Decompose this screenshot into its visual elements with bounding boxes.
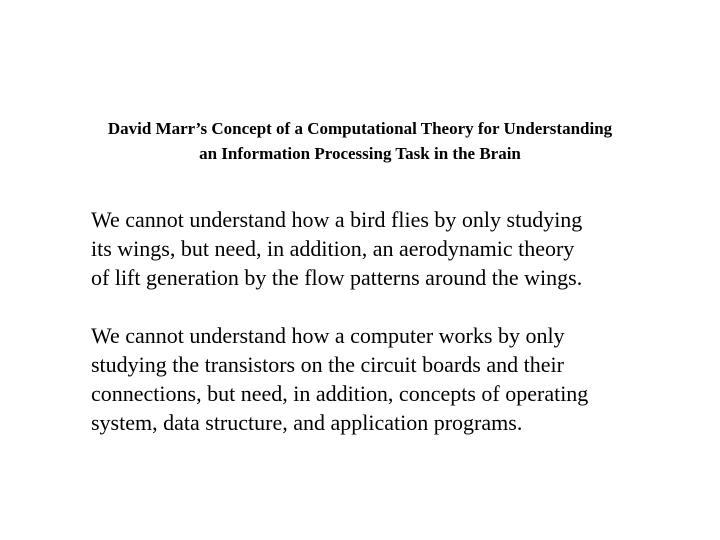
paragraph-line: system, data structure, and application programs. bbox=[91, 410, 523, 435]
paragraph-bird bbox=[91, 205, 691, 292]
slide-title-line: David Marr’s Concept of a Computational Theory for Understanding bbox=[107, 119, 613, 138]
slide-title bbox=[40, 116, 680, 166]
slide-title-line: an Information Processing Task in the Brain bbox=[199, 144, 521, 163]
paragraph-line: of lift generation by the flow patterns around the wings. bbox=[91, 265, 583, 290]
paragraph-computer bbox=[91, 321, 691, 437]
paragraph-line: connections, but need, in addition, concepts of operating bbox=[91, 381, 589, 406]
paragraph-line: its wings, but need, in addition, an aerodynamic theory bbox=[91, 236, 575, 261]
paragraph-line: We cannot understand how a computer works by only bbox=[91, 323, 565, 348]
paragraph-line: We cannot understand how a bird flies by only studying bbox=[91, 207, 583, 232]
paragraph-line: studying the transistors on the circuit boards and their bbox=[91, 352, 564, 377]
